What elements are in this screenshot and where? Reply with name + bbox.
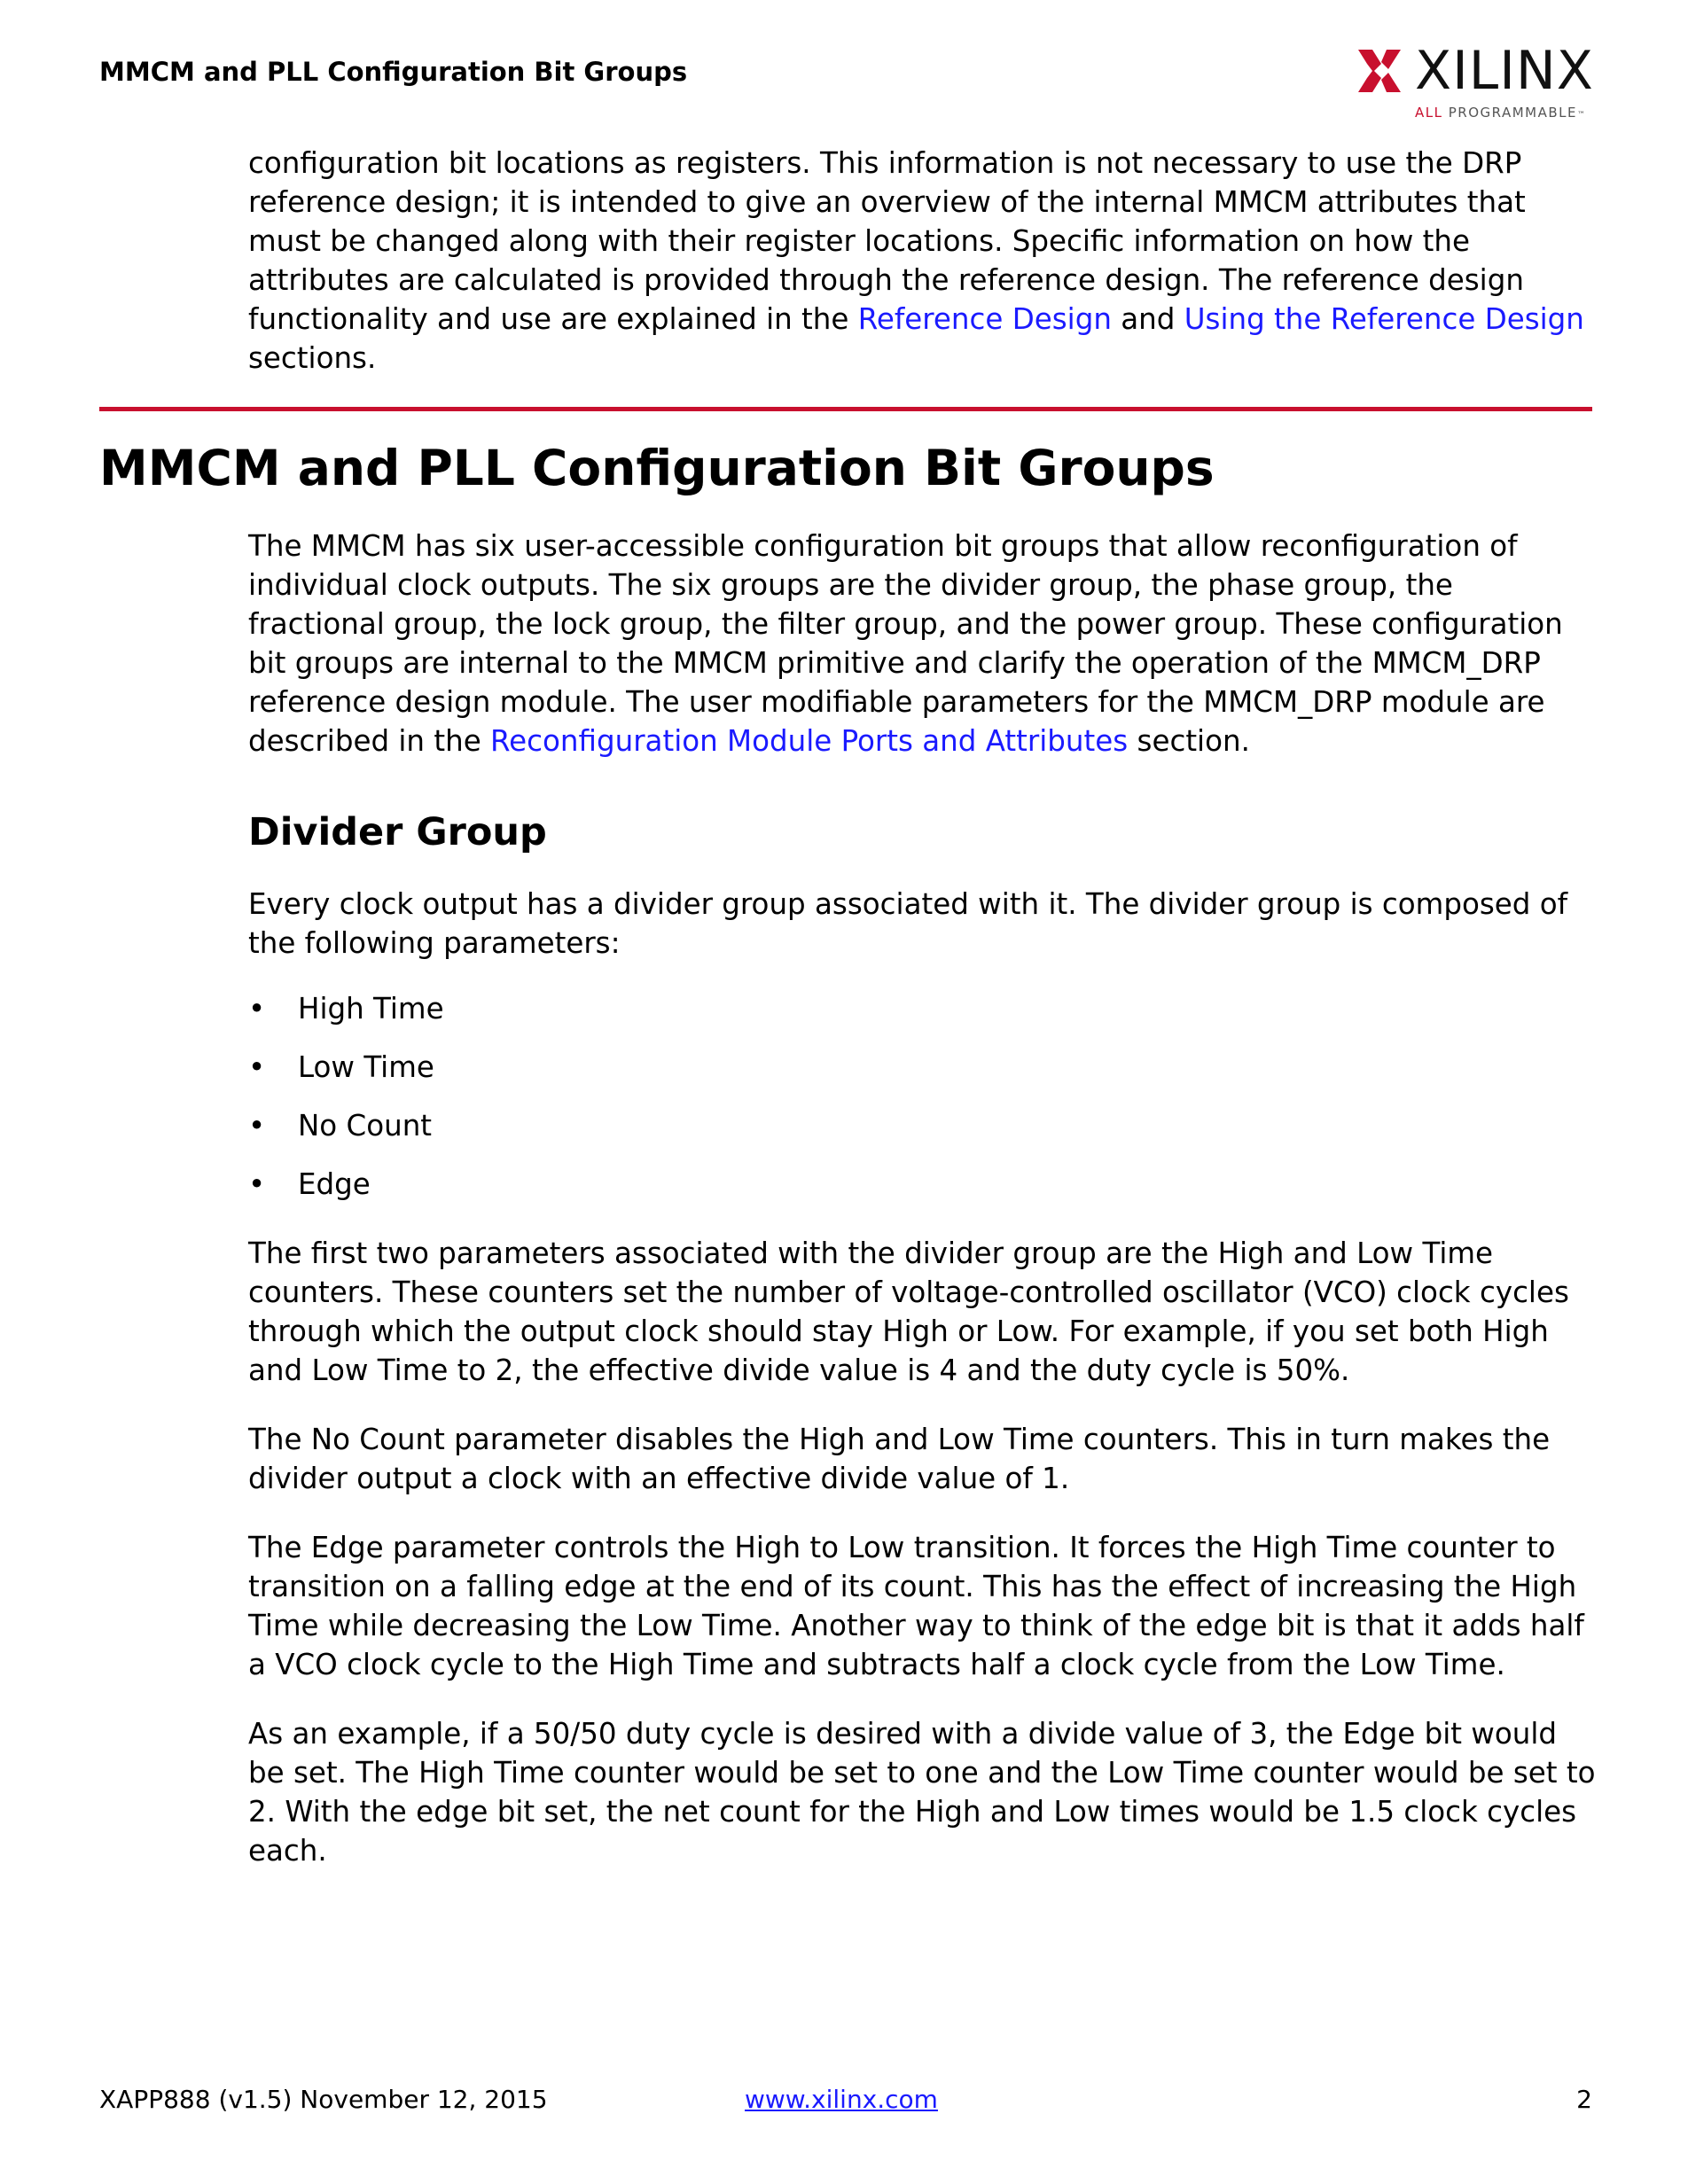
intro-mid: and <box>1111 302 1184 336</box>
list-item <box>248 1106 444 1165</box>
logo-wordmark: XILINX <box>1415 40 1594 102</box>
reference-design-link[interactable]: Reference Design <box>857 302 1112 336</box>
intro-end: sections. <box>248 341 377 375</box>
list-item <box>248 1165 444 1223</box>
logo-tagline-rest: PROGRAMMABLE <box>1442 105 1577 121</box>
footer-website-link[interactable]: www.xilinx.com <box>745 2085 938 2114</box>
list-item-label: Low Time <box>298 1050 434 1084</box>
intro-paragraph <box>248 144 1596 378</box>
section-paragraph <box>248 526 1596 760</box>
divider-paragraph-no-count: The No Count parameter disables the High and Low Time counters. This in turn makes the divider output a clock with an effective divide value of 1. <box>248 1423 1551 1495</box>
logo-tagline <box>1415 105 1587 121</box>
list-item-label: Edge <box>298 1167 371 1201</box>
bullet-icon: • <box>248 1109 266 1143</box>
list-item <box>248 1048 444 1106</box>
logo-trademark: ™ <box>1577 111 1587 120</box>
reconfiguration-module-link[interactable]: Reconfiguration Module Ports and Attributes <box>490 724 1129 758</box>
divider-paragraph-counters: The first two parameters associated with the divider group are the High and Low Time counters. These counters set the number of voltage-controlled oscillator (VCO) clock cycles through which the output clock should stay High or Low. For example, if you set both High and Low Time to 2, the effective divide value is 4 and the duty cycle is 50%. <box>248 1236 1569 1387</box>
section-text: The MMCM has six user-accessible configuration bit groups that allow reconfiguration of individual clock outputs. The six groups are the divider group, the phase group, the fractional group, the lock group, the filter group, and the power group. These configuration bit groups are internal to the MMCM primitive and clarify the operation of the MMCM_DRP reference design module. The user modifiable parameters for the MMCM_DRP module are described in the <box>248 529 1563 758</box>
using-reference-design-link[interactable]: Using the Reference Design <box>1184 302 1584 336</box>
footer-document-id: XAPP888 (v1.5) November 12, 2015 <box>99 2085 548 2114</box>
bullet-icon: • <box>248 1050 266 1084</box>
intro-text: configuration bit locations as registers. This information is not necessary to use the DRP reference design; it is intended to give an overview of the internal MMCM attributes that must be changed along with their register locations. Specific information on how the attributes are calculated is provided through the reference design. The reference design functionality and use are explained in the <box>248 146 1526 336</box>
divider-intro-paragraph: Every clock output has a divider group associated with it. The divider group is composed of the following parameters: <box>248 887 1568 960</box>
list-item-label: High Time <box>298 992 444 1026</box>
xilinx-logo <box>1355 40 1594 122</box>
divider-paragraph-example: As an example, if a 50/50 duty cycle is desired with a divide value of 3, the Edge bit would be set. The High Time counter would be set to one and the Low Time counter would be set to 2. With the edge bit set, the net count for the High and Low times would be 1.5 clock cycles each. <box>248 1717 1596 1868</box>
section-divider-rule <box>99 407 1592 411</box>
list-item <box>248 989 444 1048</box>
parameter-list <box>248 989 444 1223</box>
divider-group-heading: Divider Group <box>248 810 547 854</box>
section-end: section. <box>1128 724 1250 758</box>
divider-paragraph-edge: The Edge parameter controls the High to Low transition. It forces the High Time counter to transition on a falling edge at the end of its count. This has the effect of increasing the High Time while decreasing the Low Time. Another way to think of the edge bit is that it adds half a VCO clock cycle to the High Time and subtracts half a clock cycle from the Low Time. <box>248 1531 1584 1681</box>
xilinx-mark-icon <box>1355 46 1404 96</box>
footer-page-number: 2 <box>1576 2085 1592 2114</box>
list-item-label: No Count <box>298 1109 433 1143</box>
running-header-title: MMCM and PLL Configuration Bit Groups <box>99 57 688 87</box>
bullet-icon: • <box>248 1167 266 1201</box>
section-heading: MMCM and PLL Configuration Bit Groups <box>99 440 1215 496</box>
logo-tagline-all: ALL <box>1415 105 1443 121</box>
bullet-icon: • <box>248 992 266 1026</box>
